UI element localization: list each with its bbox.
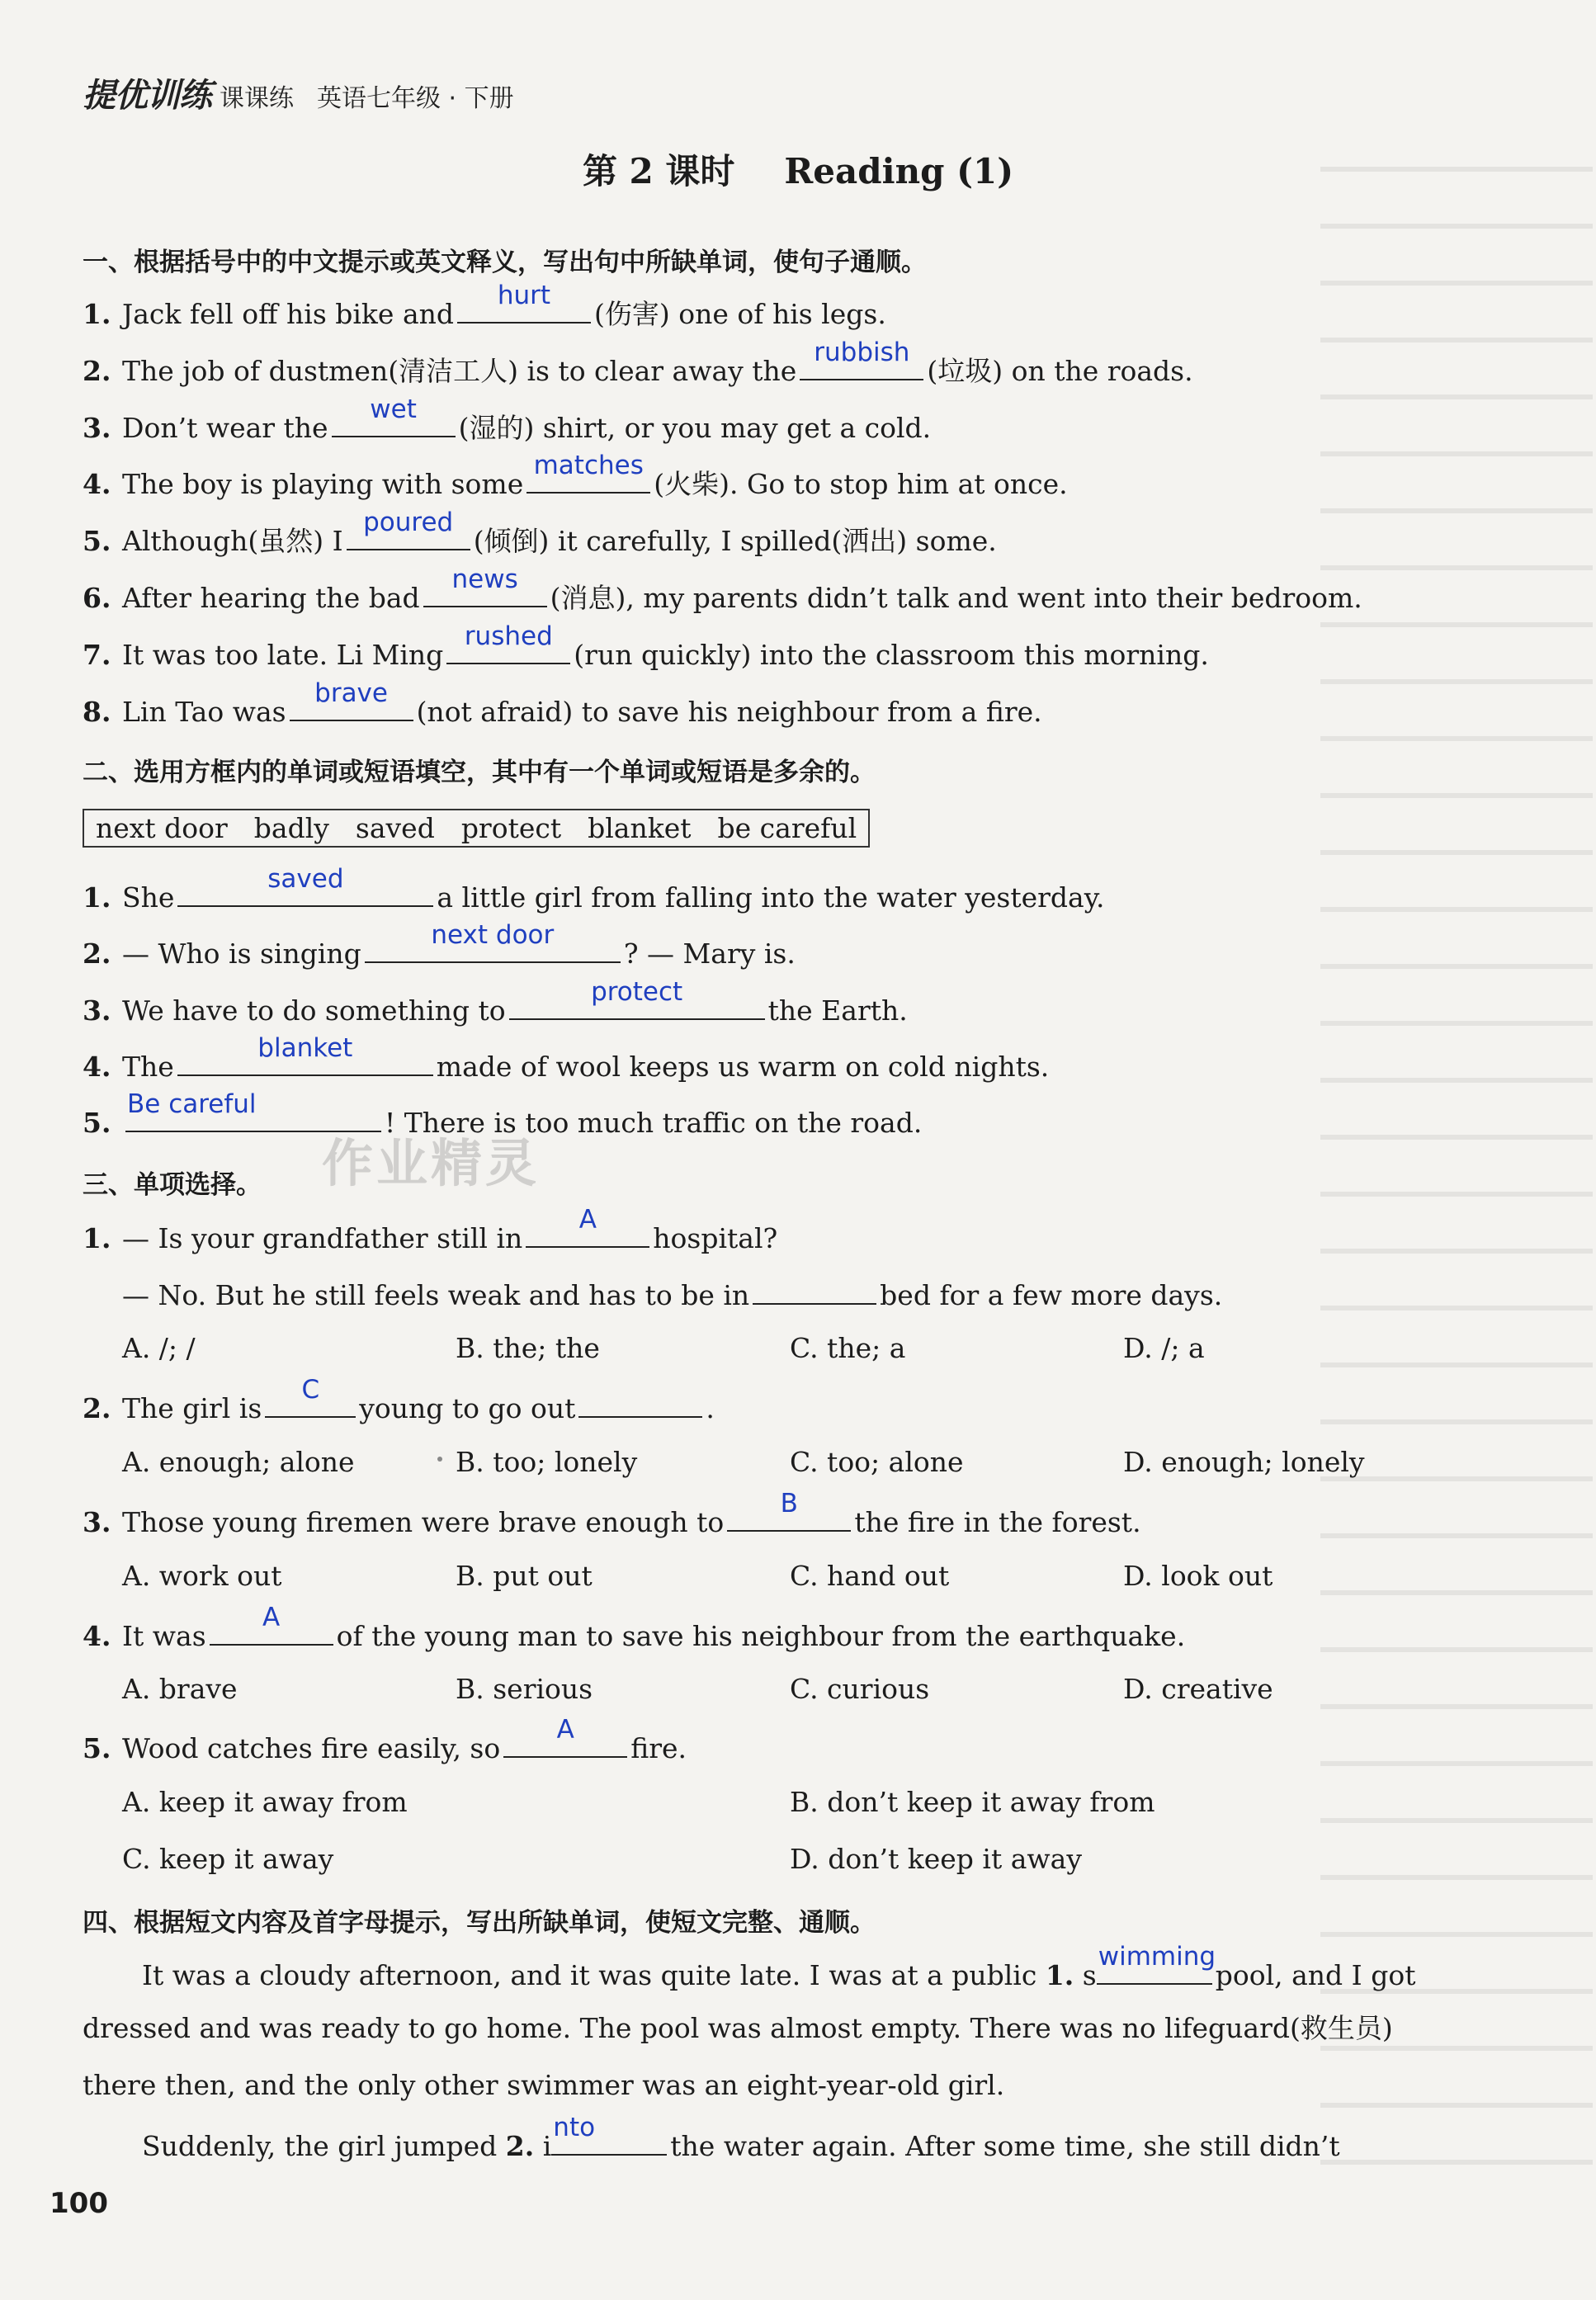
lesson-title: [0, 144, 1596, 194]
option[interactable]: B. serious: [456, 1673, 593, 1705]
answer-blank[interactable]: brave: [290, 692, 413, 721]
lesson-topic: Reading (1): [784, 151, 1014, 191]
passage-line: It was a cloudy afternoon, and it was quite late. I was at a public 1. s wimming pool, and I got: [142, 1942, 1416, 1991]
section-1-heading: 一、根据括号中的中文提示或英文释义，写出句中所缺单词，使句子通顺。: [83, 248, 927, 277]
s1-item-5: 5. Although(虽然) I poured (倾倒) it carefully, I spilled(洒出) some.: [83, 508, 997, 557]
answer-blank[interactable]: [578, 1388, 702, 1418]
option[interactable]: D. look out: [1123, 1560, 1273, 1592]
option[interactable]: C. the; a: [790, 1332, 906, 1364]
answer-blank[interactable]: saved: [177, 877, 433, 907]
answer-blank[interactable]: rushed: [446, 635, 570, 664]
s1-item-1: 1. Jack fell off his bike and hurt (伤害) one of his legs.: [83, 281, 886, 330]
section-2-heading: 二、选用方框内的单词或短语填空，其中有一个单词或短语是多余的。: [83, 758, 876, 787]
s2-item-1: 1. She saved a little girl from falling into the water yesterday.: [83, 864, 1105, 914]
series-name: 课课练: [220, 84, 294, 113]
s3-q3: 3. Those young firemen were brave enough to B the fire in the forest.: [83, 1489, 1141, 1538]
answer-blank[interactable]: wimming: [1097, 1955, 1212, 1985]
lesson-number: 第 2 课时: [582, 151, 735, 191]
s3-q2: 2. The girl is C young to go out .: [83, 1375, 715, 1424]
answer-blank[interactable]: A: [210, 1616, 333, 1646]
option[interactable]: C. too; alone: [790, 1446, 964, 1478]
option[interactable]: C. hand out: [790, 1560, 950, 1592]
s1-item-2: 2. The job of dustmen(清洁工人) is to clear away the rubbish (垃圾) on the roads.: [83, 338, 1193, 387]
passage-line: there then, and the only other swimmer was an eight-year-old girl.: [83, 2069, 1005, 2101]
word-box-item: badly: [253, 812, 329, 844]
s2-item-4: 4. The blanket made of wool keeps us warm on cold nights.: [83, 1033, 1050, 1083]
page-number: 100: [50, 2187, 108, 2220]
option[interactable]: B. don’t keep it away from: [790, 1786, 1155, 1818]
answer-blank[interactable]: C: [265, 1388, 356, 1418]
word-box-item: saved: [355, 812, 435, 844]
option[interactable]: A. enough; alone: [122, 1446, 355, 1478]
option[interactable]: B. put out: [456, 1560, 593, 1592]
answer-blank[interactable]: next door: [365, 933, 621, 963]
option[interactable]: D. /; a: [1123, 1332, 1205, 1364]
answer-blank[interactable]: blanket: [177, 1046, 433, 1076]
s1-item-4: 4. The boy is playing with some matches (火柴). Go to stop him at once.: [83, 451, 1068, 500]
speck: [437, 1457, 442, 1462]
word-box-item: be careful: [717, 812, 857, 844]
answer-blank[interactable]: matches: [526, 464, 650, 494]
answer-blank[interactable]: poured: [347, 521, 470, 550]
passage-line: dressed and was ready to go home. The pool was almost empty. There was no lifeguard(救生员): [83, 2012, 1393, 2044]
option[interactable]: A. /; /: [122, 1332, 196, 1364]
option[interactable]: A. keep it away from: [122, 1786, 408, 1818]
word-box-item: next door: [96, 812, 228, 844]
answer-blank[interactable]: hurt: [457, 294, 591, 324]
option[interactable]: D. enough; lonely: [1123, 1446, 1365, 1478]
page-header: [83, 69, 514, 115]
answer-blank[interactable]: A: [503, 1728, 627, 1758]
s3-q1-line1: 1. — Is your grandfather still in A hospital?: [83, 1205, 778, 1254]
option[interactable]: B. the; the: [456, 1332, 600, 1364]
section-3-heading: 三、单项选择。: [83, 1170, 262, 1200]
watermark: 作业精灵: [322, 1133, 541, 1193]
answer-blank[interactable]: A: [526, 1218, 649, 1248]
s1-item-6: 6. After hearing the bad news (消息), my parents didn’t talk and went into their bedroom.: [83, 564, 1362, 614]
s3-q4: 4. It was A of the young man to save his neighbour from the earthquake.: [83, 1603, 1186, 1652]
option[interactable]: D. don’t keep it away: [790, 1843, 1082, 1875]
option[interactable]: C. keep it away: [122, 1843, 334, 1875]
s3-q5: 5. Wood catches fire easily, so A fire.: [83, 1715, 687, 1764]
s3-q1-line2: — No. But he still feels weak and has to be in bed for a few more days.: [122, 1275, 1222, 1312]
s1-item-8: 8. Lin Tao was brave (not afraid) to save his neighbour from a fire.: [83, 678, 1042, 728]
s2-item-2: 2. — Who is singing next door ? — Mary is.: [83, 920, 796, 970]
answer-blank[interactable]: B: [727, 1502, 851, 1532]
answer-blank[interactable]: Be careful: [125, 1103, 381, 1132]
s2-item-5: 5. Be careful ! There is too much traffic on the road.: [83, 1089, 923, 1139]
answer-blank[interactable]: wet: [332, 408, 456, 437]
option[interactable]: A. work out: [122, 1560, 282, 1592]
bleed-through-texture: [1320, 124, 1593, 2187]
word-box-item: blanket: [588, 812, 692, 844]
passage-line: Suddenly, the girl jumped 2. i nto the water again. After some time, she still didn’t: [142, 2113, 1340, 2162]
brand-logo: 提优训练: [83, 77, 211, 115]
answer-blank[interactable]: protect: [509, 990, 765, 1020]
book-name: 英语七年级 · 下册: [317, 84, 514, 113]
option[interactable]: A. brave: [122, 1673, 238, 1705]
option[interactable]: B. too; lonely: [456, 1446, 638, 1478]
answer-blank[interactable]: nto: [551, 2126, 667, 2156]
answer-blank[interactable]: news: [423, 578, 547, 607]
answer-blank[interactable]: [753, 1275, 876, 1305]
s2-item-3: 3. We have to do something to protect the Earth.: [83, 977, 908, 1027]
word-box-item: protect: [460, 812, 562, 844]
word-box: [83, 809, 870, 848]
s1-item-7: 7. It was too late. Li Ming rushed (run quickly) into the classroom this morning.: [83, 621, 1209, 671]
option[interactable]: D. creative: [1123, 1673, 1273, 1705]
section-4-heading: 四、根据短文内容及首字母提示，写出所缺单词，使短文完整、通顺。: [83, 1908, 876, 1938]
answer-blank[interactable]: rubbish: [800, 351, 923, 380]
option[interactable]: C. curious: [790, 1673, 930, 1705]
s1-item-3: 3. Don’t wear the wet (湿的) shirt, or you may get a cold.: [83, 394, 932, 444]
